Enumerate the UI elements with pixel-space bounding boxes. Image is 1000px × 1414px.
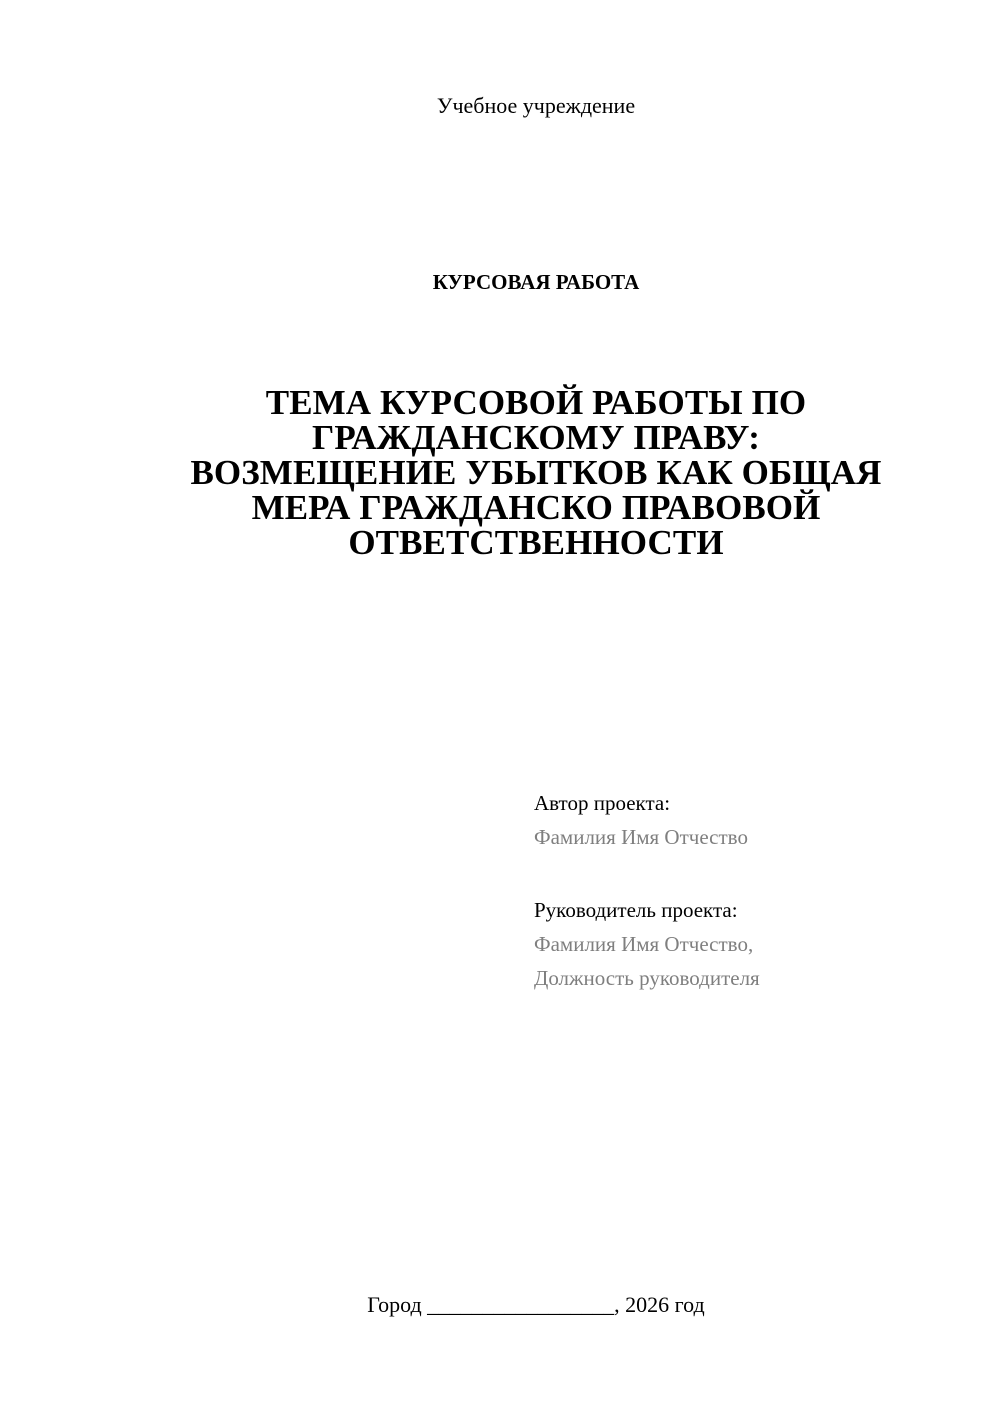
- author-name: Фамилия Имя Отчество: [534, 825, 748, 849]
- topic-title: [140, 385, 932, 560]
- city-year-footer: Город _________________, 2026 год: [367, 1292, 705, 1317]
- topic-title-line: ОТВЕТСТВЕННОСТИ: [348, 523, 724, 562]
- supervisor-position: Должность руководителя: [534, 966, 760, 990]
- topic-title-line: ВОЗМЕЩЕНИЕ УБЫТКОВ КАК ОБЩАЯ: [190, 453, 882, 492]
- document-type: КУРСОВАЯ РАБОТА: [432, 270, 640, 294]
- topic-title-line: ТЕМА КУРСОВОЙ РАБОТЫ ПО: [265, 383, 807, 422]
- institution-name: Учебное учреждение: [436, 93, 636, 118]
- topic-title-line: ГРАЖДАНСКОМУ ПРАВУ:: [312, 418, 760, 457]
- topic-title-line: МЕРА ГРАЖДАНСКО ПРАВОВОЙ: [251, 488, 821, 527]
- author-block: [534, 786, 974, 854]
- supervisor-name: Фамилия Имя Отчество,: [534, 932, 754, 956]
- author-label: Автор проекта:: [534, 791, 671, 815]
- supervisor-block: [534, 893, 974, 995]
- supervisor-label: Руководитель проекта:: [534, 898, 738, 922]
